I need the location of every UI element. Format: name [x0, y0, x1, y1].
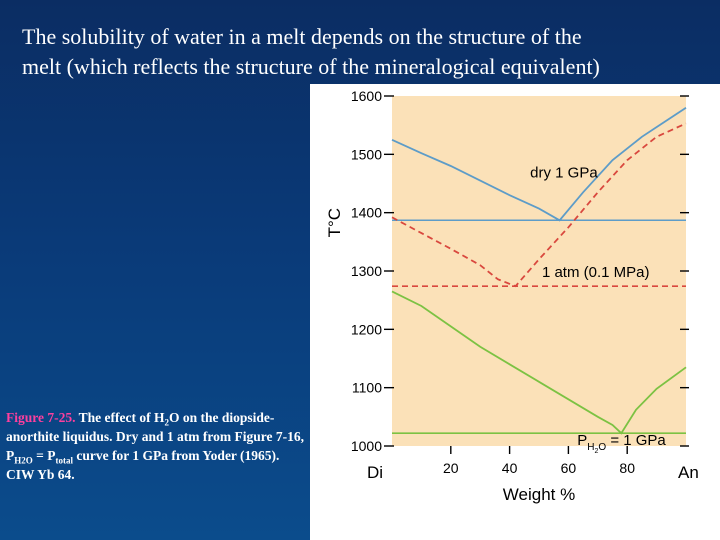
y-tick-label: 1300: [350, 263, 382, 279]
y-tick-label: 1500: [350, 146, 382, 163]
label-1atm: 1 atm (0.1 MPa): [541, 263, 650, 281]
liquidus-chart: [310, 84, 720, 540]
y-tick-label: 1400: [350, 204, 382, 221]
x-end-label-right: An: [678, 463, 699, 482]
label-dry-1gpa: dry 1 GPa: [530, 164, 598, 182]
slide-title: The solubility of water in a melt depends on the structure of the melt (which reflects the structure of the mineralogical equivalent): [22, 24, 600, 79]
caption-text-3: = P: [32, 448, 56, 463]
x-tick-label: 80: [619, 460, 635, 476]
caption-text-2: O on the diopside-anorthite liquidus. Dry and 1 atm from Figure 7-16, P: [6, 410, 305, 463]
x-tick-label: 60: [560, 460, 577, 476]
caption-sub-1: 2: [164, 417, 169, 428]
y-tick-label: 1000: [350, 438, 382, 454]
caption-text-4: curve for 1 GPa from Yoder (1965). CIW Yb 64.: [6, 448, 280, 482]
x-axis-title: Weight %: [502, 485, 576, 504]
chart-svg: [310, 84, 720, 540]
x-tick-label: 20: [443, 460, 459, 476]
caption-sub-3: total: [55, 455, 73, 466]
x-end-label-left: Di: [367, 463, 384, 482]
label-wet-1gpa: $P_{H2}^O = 1$ GPa: [577, 431, 666, 455]
y-tick-label: 1100: [351, 379, 382, 396]
figure-label: Figure 7-25.: [6, 410, 76, 425]
y-tick-label: 1200: [350, 321, 382, 338]
y-tick-label: 1600: [350, 88, 382, 104]
y-axis-title: T°C: [325, 207, 344, 238]
x-tick-label: 40: [501, 460, 518, 476]
caption-sub-2: H2O: [14, 455, 33, 466]
caption-text-1: The effect of H: [75, 410, 165, 425]
figure-caption: [6, 408, 306, 484]
